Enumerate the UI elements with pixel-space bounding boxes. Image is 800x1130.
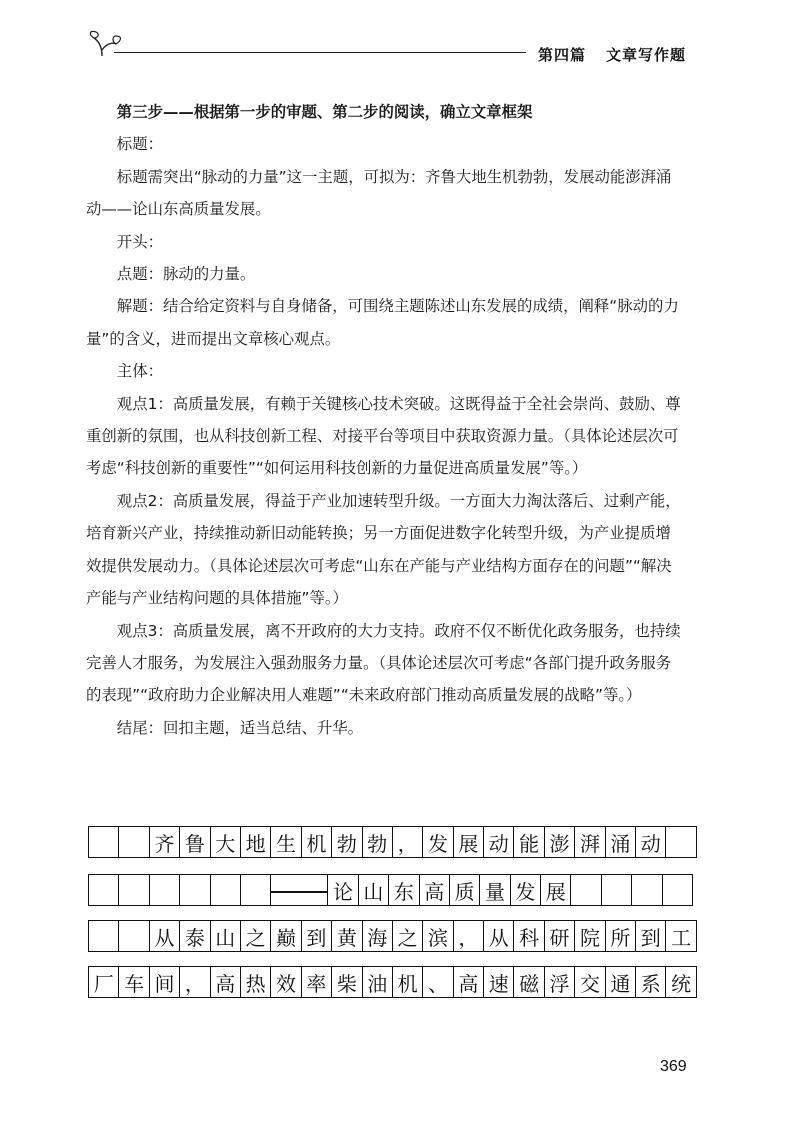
title-label: 标题： <box>116 135 163 154</box>
grid-cell: 油 <box>362 967 392 998</box>
grid-cell: 统 <box>666 967 696 998</box>
grid-cell: 柴 <box>332 967 362 998</box>
grid-cell: 研 <box>544 921 574 952</box>
grid-cell: 工 <box>666 921 696 952</box>
title-text: 标题需突出“脉动的力量”这一主题，可拟为：齐鲁大地生机勃勃，发展动能澎湃涌动——论山东高质量发展。 <box>86 167 672 219</box>
grid-cell: 黄 <box>332 921 362 952</box>
grid-cell: 间 <box>149 967 179 998</box>
grid-cell: 勃 <box>362 827 392 858</box>
grid-cell: 海 <box>362 921 392 952</box>
grid-cell: 勃 <box>332 827 362 858</box>
grid-cell: 、 <box>423 967 453 998</box>
grid-cell: 滨 <box>423 921 453 952</box>
grid-cell: 湃 <box>575 827 605 858</box>
view-2: 观点2：高质量发展，得益于产业加速转型升级。一方面大力淘汰落后、过剩产能，培育新兴产业，持续推动新旧动能转换；另一方面促进数字化转型升级，为产业提质增效提供发展动力。（具体论述层次可考虑“山东在产能与产业结构方面存在的问题”“解决产能与产业结构问题的具体措施”等。） <box>86 491 681 608</box>
grid-cell: 质 <box>449 875 479 906</box>
grid-cell: 展 <box>541 875 571 906</box>
grid-cell: 展 <box>453 827 483 858</box>
grid-cell: 大 <box>210 827 240 858</box>
grid-cell <box>89 875 119 906</box>
main-label: 主体： <box>116 362 163 381</box>
grid-cell: 从 <box>149 921 179 952</box>
grid-cell: 到 <box>301 921 331 952</box>
grid-cell: 动 <box>636 827 666 858</box>
opening-label: 开头： <box>116 232 163 251</box>
view-1: 观点1：高质量发展，有赖于关键核心技术突破。这既得益于全社会崇尚、鼓励、尊重创新的氛围，也从科技创新工程、对接平台等项目中获取资源力量。（具体论述层次可考虑“科技创新的重要性”“如何运用科技创新的力量促进高质量发展”等。） <box>86 394 681 478</box>
grid-cell: 动 <box>484 827 514 858</box>
grid-cell: 发 <box>423 827 453 858</box>
grid-cell <box>89 827 119 858</box>
header-section: 文章写作题 <box>605 46 686 64</box>
grid-cell: 东 <box>389 875 419 906</box>
grid-cell: 效 <box>271 967 301 998</box>
grid-cell <box>662 875 692 906</box>
grid-cell: 机 <box>392 967 422 998</box>
grid-cell: 速 <box>484 967 514 998</box>
opening-explain: 解题：结合给定资料与自身储备，可围绕主题陈述山东发展的成绩，阐释“脉动的力量”的含义，进而提出文章核心观点。 <box>86 297 679 348</box>
grid-cell: 热 <box>240 967 270 998</box>
grid-cell: 地 <box>240 827 270 858</box>
step-title: 第三步——根据第一步的审题、第二步的阅读，确立文章框架 <box>116 103 533 121</box>
grid-cell: 到 <box>636 921 666 952</box>
grid-cell: 院 <box>575 921 605 952</box>
grid-cell: 能 <box>514 827 544 858</box>
grid-cell: 机 <box>301 827 331 858</box>
grid-cell: 高 <box>453 967 483 998</box>
grid-cell <box>632 875 662 906</box>
grid-cell: ， <box>453 921 483 952</box>
grid-cell <box>89 921 119 952</box>
grid-cell: ， <box>392 827 422 858</box>
grid-cell: 系 <box>636 967 666 998</box>
essay-grid-row-3 <box>88 920 697 952</box>
page-number: 369 <box>660 1058 687 1075</box>
grid-cell: 浮 <box>544 967 574 998</box>
grid-cell: 齐 <box>149 827 179 858</box>
header-part: 第四篇 <box>537 46 586 64</box>
running-header <box>538 44 686 65</box>
essay-grid-row-4 <box>88 966 697 998</box>
grid-cell: 厂 <box>89 967 119 998</box>
grid-cell: 生 <box>271 827 301 858</box>
dash-mark <box>271 891 327 893</box>
opening-point: 点题：脉动的力量。 <box>116 265 256 284</box>
sprout-icon <box>88 30 124 60</box>
grid-cell: 从 <box>484 921 514 952</box>
grid-cell: 高 <box>419 875 449 906</box>
grid-cell <box>149 875 179 906</box>
grid-cell: 之 <box>392 921 422 952</box>
grid-cell <box>601 875 631 906</box>
grid-cell: 鲁 <box>180 827 210 858</box>
grid-cell: 巅 <box>271 921 301 952</box>
grid-cell: 车 <box>119 967 149 998</box>
ending: 结尾：回扣主题，适当总结、升华。 <box>116 718 364 737</box>
grid-cell <box>119 827 149 858</box>
view-3: 观点3：高质量发展，离不开政府的大力支持。政府不仅不断优化政务服务，也持续完善人才服务，为发展注入强劲服务力量。（具体论述层次可考虑“各部门提升政务服务的表现”“政府助力企业解决用人难题”“未来政府部门推动高质量发展的战略”等。） <box>86 621 681 705</box>
grid-cell: 高 <box>210 967 240 998</box>
header-rule <box>114 52 526 53</box>
grid-cell: 发 <box>510 875 540 906</box>
grid-cell: 量 <box>480 875 510 906</box>
grid-cell <box>119 875 149 906</box>
essay-grid-row-1 <box>88 826 697 858</box>
grid-cell: 澎 <box>544 827 574 858</box>
grid-cell: 涌 <box>605 827 635 858</box>
grid-cell: 交 <box>575 967 605 998</box>
grid-cell: 山 <box>210 921 240 952</box>
grid-cell: ， <box>180 967 210 998</box>
grid-cell: 率 <box>301 967 331 998</box>
grid-cell-dash <box>271 875 328 906</box>
grid-cell: 通 <box>605 967 635 998</box>
grid-cell <box>210 875 240 906</box>
grid-cell: 磁 <box>514 967 544 998</box>
grid-cell <box>119 921 149 952</box>
grid-cell: 泰 <box>180 921 210 952</box>
grid-cell <box>571 875 601 906</box>
essay-grid-row-2 <box>88 874 693 906</box>
grid-cell: 科 <box>514 921 544 952</box>
grid-cell: 所 <box>605 921 635 952</box>
grid-cell: 论 <box>328 875 358 906</box>
body-text <box>86 96 686 744</box>
grid-cell: 之 <box>240 921 270 952</box>
grid-cell <box>666 827 696 858</box>
page-header <box>88 30 698 70</box>
grid-cell <box>180 875 210 906</box>
grid-cell <box>240 875 270 906</box>
grid-cell: 山 <box>358 875 388 906</box>
